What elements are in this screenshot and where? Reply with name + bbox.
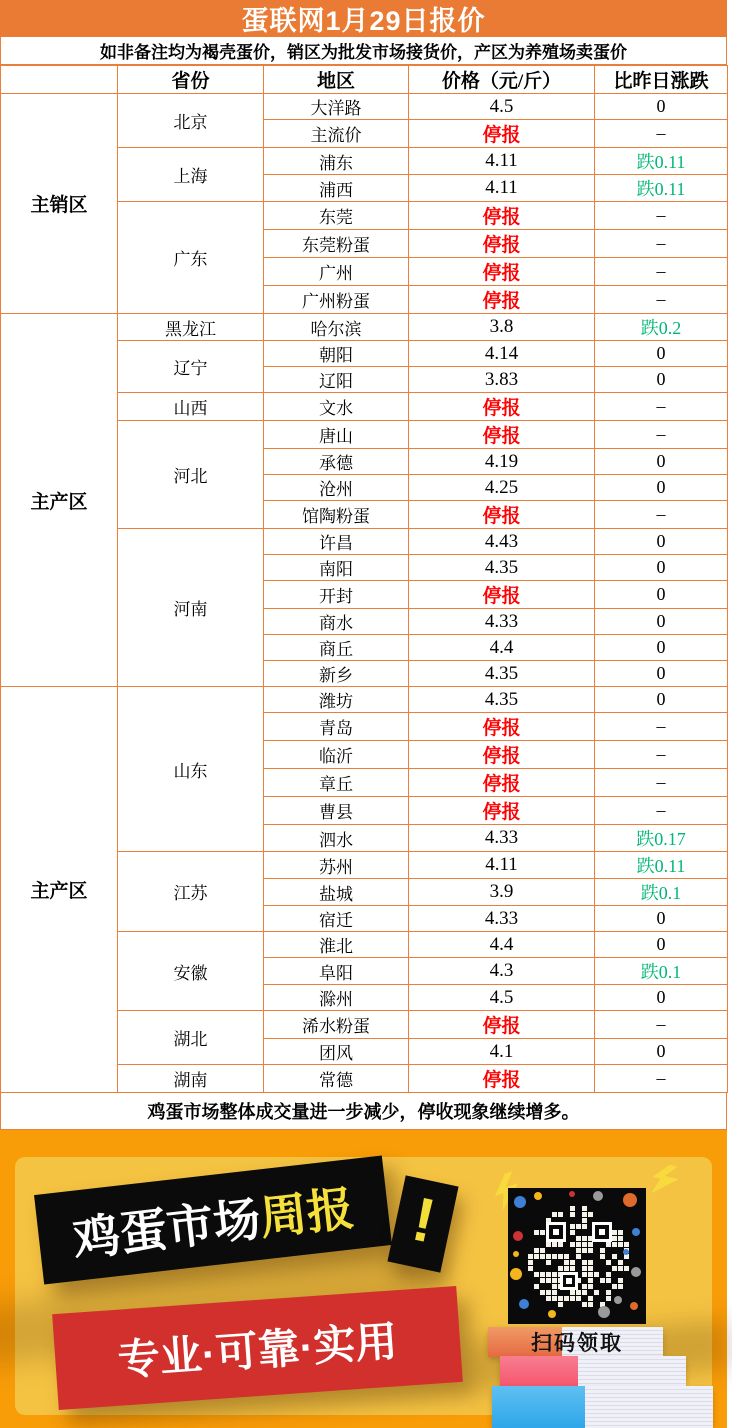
city-cell: 浦东: [264, 148, 409, 175]
city-cell: 朝阳: [264, 341, 409, 367]
city-cell: 团风: [264, 1039, 409, 1065]
city-cell: 承德: [264, 449, 409, 475]
region-group-cell: 主产区: [1, 314, 118, 687]
city-cell: 青岛: [264, 713, 409, 741]
price-cell: 停报: [409, 797, 595, 825]
price-cell: 4.4: [409, 635, 595, 661]
province-cell: 山西: [118, 393, 264, 421]
province-cell: 安徽: [118, 932, 264, 1011]
city-cell: 潍坊: [264, 687, 409, 713]
price-cell: 4.4: [409, 932, 595, 958]
city-cell: 盐城: [264, 879, 409, 906]
change-cell: 跌0.11: [595, 175, 728, 202]
price-cell: 停报: [409, 713, 595, 741]
change-cell: 跌0.1: [595, 958, 728, 985]
province-cell: 辽宁: [118, 341, 264, 393]
header-region-group: [1, 66, 118, 94]
qr-caption: 扫码领取: [531, 1331, 623, 1355]
footer-note-row: [0, 1093, 727, 1130]
city-cell: 广州粉蛋: [264, 286, 409, 314]
city-cell: 辽阳: [264, 367, 409, 393]
change-cell: 0: [595, 581, 728, 609]
change-cell: 0: [595, 985, 728, 1011]
price-cell: 4.43: [409, 529, 595, 555]
province-cell: 山东: [118, 687, 264, 852]
price-cell: 4.14: [409, 341, 595, 367]
change-cell: 0: [595, 555, 728, 581]
qr-code[interactable]: [508, 1188, 646, 1324]
price-cell: 4.19: [409, 449, 595, 475]
region-group-cell: 主产区: [1, 687, 118, 1093]
change-cell: –: [595, 769, 728, 797]
change-cell: –: [595, 286, 728, 314]
change-cell: –: [595, 713, 728, 741]
province-cell: 黑龙江: [118, 314, 264, 341]
city-cell: 东莞粉蛋: [264, 230, 409, 258]
city-cell: 曹县: [264, 797, 409, 825]
table-row: [1, 94, 728, 120]
page-title: 蛋联网1月29日报价: [241, 6, 486, 36]
province-cell: 河北: [118, 421, 264, 529]
city-cell: 南阳: [264, 555, 409, 581]
city-cell: 淮北: [264, 932, 409, 958]
price-cell: 停报: [409, 120, 595, 148]
price-cell: 停报: [409, 202, 595, 230]
change-cell: –: [595, 1011, 728, 1039]
price-cell: 停报: [409, 741, 595, 769]
tagline-text: 专业·可靠·实用: [116, 1317, 399, 1384]
city-cell: 泗水: [264, 825, 409, 852]
change-cell: –: [595, 393, 728, 421]
change-cell: 跌0.11: [595, 852, 728, 879]
change-cell: 0: [595, 341, 728, 367]
title-bar: [0, 0, 727, 37]
price-table: [0, 65, 728, 1093]
change-cell: 0: [595, 609, 728, 635]
change-cell: –: [595, 501, 728, 529]
change-cell: 0: [595, 661, 728, 687]
province-cell: 湖北: [118, 1011, 264, 1065]
change-cell: 跌0.11: [595, 148, 728, 175]
footer-note-text: 鸡蛋市场整体成交量进一步减少，停收现象继续增多。: [147, 1102, 580, 1122]
change-cell: 0: [595, 449, 728, 475]
price-cell: 4.33: [409, 906, 595, 932]
price-cell: 4.11: [409, 175, 595, 202]
city-cell: 商丘: [264, 635, 409, 661]
price-cell: 4.35: [409, 687, 595, 713]
price-cell: 停报: [409, 230, 595, 258]
price-cell: 停报: [409, 421, 595, 449]
change-cell: 跌0.17: [595, 825, 728, 852]
city-cell: 大洋路: [264, 94, 409, 120]
change-cell: 0: [595, 94, 728, 120]
price-cell: 4.3: [409, 958, 595, 985]
province-cell: 江苏: [118, 852, 264, 932]
change-cell: 0: [595, 529, 728, 555]
price-cell: 停报: [409, 769, 595, 797]
subtitle-text: 如非备注均为褐壳蛋价，销区为批发市场接货价，产区为养殖场卖蛋价: [100, 43, 627, 62]
change-cell: 0: [595, 906, 728, 932]
city-cell: 宿迁: [264, 906, 409, 932]
province-cell: 湖南: [118, 1065, 264, 1093]
change-cell: –: [595, 797, 728, 825]
table-row: [1, 314, 728, 341]
price-cell: 4.33: [409, 609, 595, 635]
price-cell: 停报: [409, 501, 595, 529]
city-cell: 唐山: [264, 421, 409, 449]
price-cell: 停报: [409, 1011, 595, 1039]
header-city: 地区: [264, 66, 409, 94]
change-cell: 0: [595, 367, 728, 393]
province-cell: 北京: [118, 94, 264, 148]
price-cell: 4.33: [409, 825, 595, 852]
change-cell: 0: [595, 635, 728, 661]
price-cell: 3.9: [409, 879, 595, 906]
city-cell: 阜阳: [264, 958, 409, 985]
change-cell: 0: [595, 932, 728, 958]
header-change: 比昨日涨跌: [595, 66, 728, 94]
price-cell: 停报: [409, 286, 595, 314]
price-cell: 停报: [409, 393, 595, 421]
exclamation-mark: !: [406, 1184, 442, 1257]
change-cell: 0: [595, 1039, 728, 1065]
city-cell: 许昌: [264, 529, 409, 555]
city-cell: 新乡: [264, 661, 409, 687]
change-cell: –: [595, 202, 728, 230]
province-cell: 河南: [118, 529, 264, 687]
weekly-report-highlight: 周报: [257, 1180, 357, 1244]
table-header-row: [1, 66, 728, 94]
city-cell: 浠水粉蛋: [264, 1011, 409, 1039]
book-stack: [492, 1386, 713, 1428]
price-cell: 4.1: [409, 1039, 595, 1065]
price-cell: 停报: [409, 258, 595, 286]
price-cell: 4.11: [409, 148, 595, 175]
change-cell: 跌0.1: [595, 879, 728, 906]
change-cell: –: [595, 741, 728, 769]
city-cell: 开封: [264, 581, 409, 609]
change-cell: –: [595, 258, 728, 286]
city-cell: 滁州: [264, 985, 409, 1011]
city-cell: 商水: [264, 609, 409, 635]
book-stack: [500, 1356, 686, 1387]
change-cell: –: [595, 1065, 728, 1093]
city-cell: 广州: [264, 258, 409, 286]
price-cell: 4.25: [409, 475, 595, 501]
city-cell: 章丘: [264, 769, 409, 797]
change-cell: –: [595, 421, 728, 449]
price-cell: 3.8: [409, 314, 595, 341]
weekly-report-text: 鸡蛋市场周报: [70, 1180, 357, 1266]
change-cell: 0: [595, 475, 728, 501]
price-cell: 4.35: [409, 555, 595, 581]
price-table-body: [1, 94, 728, 1093]
city-cell: 浦西: [264, 175, 409, 202]
promo-banner: [0, 1130, 727, 1428]
province-cell: 上海: [118, 148, 264, 202]
city-cell: 苏州: [264, 852, 409, 879]
region-group-cell: 主销区: [1, 94, 118, 314]
city-cell: 馆陶粉蛋: [264, 501, 409, 529]
table-row: [1, 687, 728, 713]
change-cell: –: [595, 230, 728, 258]
price-cell: 停报: [409, 581, 595, 609]
city-cell: 东莞: [264, 202, 409, 230]
city-cell: 主流价: [264, 120, 409, 148]
change-cell: –: [595, 120, 728, 148]
header-province: 省份: [118, 66, 264, 94]
price-cell: 4.5: [409, 94, 595, 120]
city-cell: 文水: [264, 393, 409, 421]
price-cell: 3.83: [409, 367, 595, 393]
city-cell: 沧州: [264, 475, 409, 501]
city-cell: 常德: [264, 1065, 409, 1093]
change-cell: 跌0.2: [595, 314, 728, 341]
price-cell: 4.11: [409, 852, 595, 879]
province-cell: 广东: [118, 202, 264, 314]
subtitle-row: [0, 37, 727, 65]
price-cell: 4.35: [409, 661, 595, 687]
price-cell: 4.5: [409, 985, 595, 1011]
city-cell: 临沂: [264, 741, 409, 769]
city-cell: 哈尔滨: [264, 314, 409, 341]
header-price: 价格（元/斤）: [409, 66, 595, 94]
price-cell: 停报: [409, 1065, 595, 1093]
change-cell: 0: [595, 687, 728, 713]
